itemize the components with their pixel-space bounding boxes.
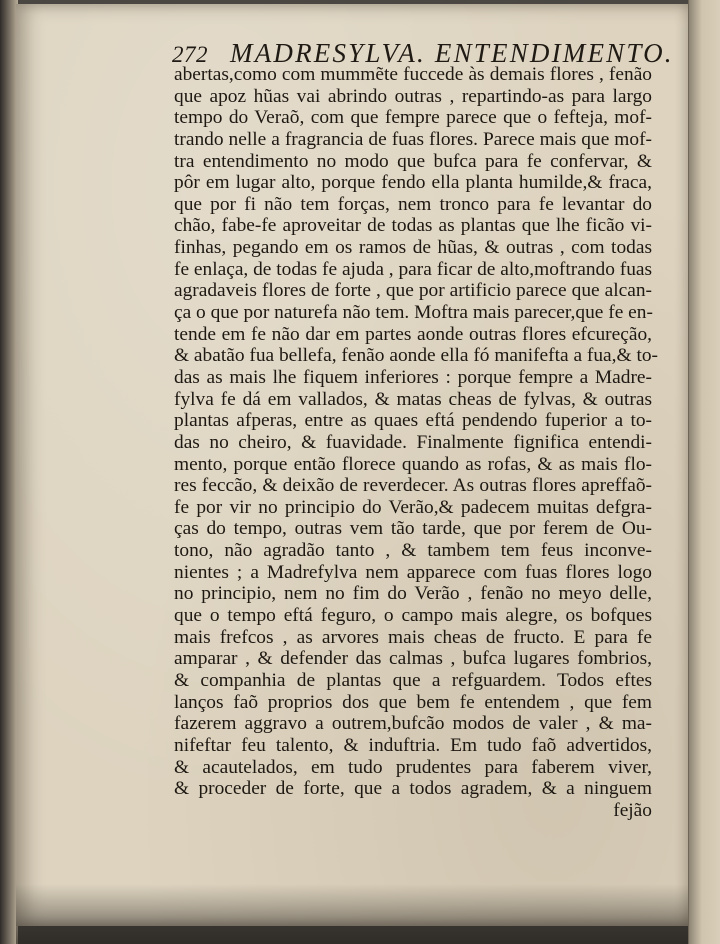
text-line: das no cheiro, & fuavidade. Finalmente fignifica entendi- [174, 431, 652, 453]
text-line: ças do tempo, outras vem tão tarde, que por ferem de Ou- [174, 518, 652, 540]
text-line: amparar , & defender das calmas , bufca lugares fombrios, [174, 648, 652, 670]
text-line: ça o que por naturefa não tem. Moftra mais parecer,que fe en- [174, 302, 653, 324]
text-line: tra entendimento no modo que bufca para fe confervar, & [174, 150, 652, 172]
text-line: que o tempo eftá feguro, o campo mais alegre, os bofques [174, 605, 652, 627]
text-line: tende em fe não dar em partes aonde outras flores efcureção, [174, 323, 652, 345]
text-line: plantas afperas, entre as quaes eftá pendendo fuperior a to- [174, 410, 652, 432]
text-line: das as mais lhe fiquem inferiores : porque fempre a Madre- [174, 366, 652, 388]
text-line: fylva fe dá em vallados, & matas cheas de fylvas, & outras [174, 388, 652, 410]
text-line: no principio, nem no fim do Verão , fenão no meyo delle, [174, 583, 652, 605]
text-line: que por fi não tem forças, nem tronco para fe levantar do [174, 193, 652, 215]
text-line: & abatão fua bellefa, fenão aonde ella fó manifefta a fua,& to- [174, 345, 658, 367]
bottom-shadow [16, 884, 688, 944]
text-line: fazerem aggravo a outrem,bufcão modos de valer , & ma- [174, 713, 652, 735]
text-line: pôr em lugar alto, porque fendo ella planta humilde,& fraca, [174, 172, 652, 194]
text-line: fe por vir no principio do Verão,& padecem muitas defgra- [174, 496, 652, 518]
text-line: & acautelados, em tudo prudentes para faberem viver, [174, 756, 652, 778]
text-line: res feccão, & deixão de reverdecer. As outras flores apreffaõ- [174, 475, 652, 497]
text-line: trando nelle a fragrancia de fuas flores. Parece mais que mof- [174, 128, 652, 150]
text-line: que apoz hũas vai abrindo outras , repartindo-as para largo [174, 85, 652, 107]
text-line: mais frefcos , as arvores mais cheas de fructo. E para fe [174, 626, 652, 648]
text-line: agradaveis flores de forte , que por artificio parece que alcan- [174, 280, 652, 302]
text-line: nientes ; a Madrefylva nem apparece com fuas flores logo [174, 561, 652, 583]
text-line: fe enlaça, de todas fe ajuda , para ficar de alto,moftrando fuas [174, 258, 653, 280]
catchword: fejão [613, 799, 652, 821]
text-line: chão, fabe-fe aproveitar de todas as plantas que lhe ficão vi- [174, 215, 652, 237]
running-title: MADRESYLVA. ENTENDIMENTO. [230, 38, 674, 68]
adjacent-page-edge [688, 0, 720, 944]
text-line: & proceder de forte, que a todos agradem, & a ninguem [174, 778, 652, 800]
body-text [174, 64, 658, 821]
text-line: mento, porque então florece quando as rofas, & as mais flo- [174, 453, 652, 475]
text-line: finhas, pegando em os ramos de hũas, & outras , com todas [174, 237, 652, 259]
text-line: tono, não agradão tanto , & tambem tem feus inconve- [174, 540, 652, 562]
page-number: 272 [172, 42, 208, 67]
text-line: nifeftar feu talento, & induftria. Em tudo faõ advertidos, [174, 734, 652, 756]
text-line: & companhia de plantas que a refguardem. Todos eftes [174, 669, 652, 691]
text-line: abertas,como com mummẽte fuccede às demais flores , fenão [174, 64, 652, 85]
text-line: lanços faõ proprios dos que bem fe entendem , que fem [174, 691, 652, 713]
text-line: tempo do Veraõ, com que fempre parece que o fefteja, mof- [174, 107, 652, 129]
